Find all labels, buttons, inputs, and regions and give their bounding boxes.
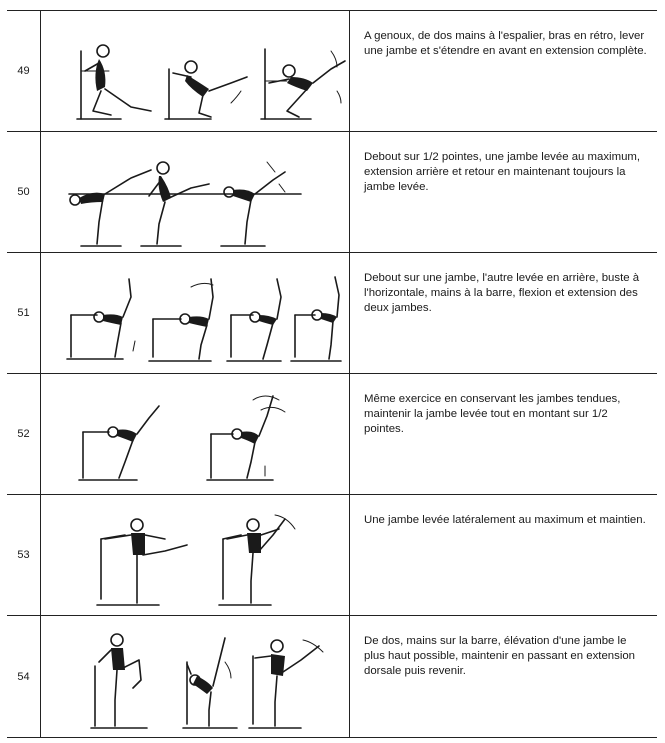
gymnast-figure: [79, 406, 159, 480]
exercise-illustration: [40, 616, 350, 737]
gymnast-figure: [221, 162, 285, 246]
gymnast-figure: [141, 162, 209, 246]
exercise-illustration: [40, 374, 350, 494]
gymnast-figure: [291, 277, 341, 361]
exercise-number: 51: [17, 307, 30, 319]
exercise-row-50: [7, 132, 657, 253]
exercise-number: 53: [17, 549, 30, 561]
exercise-description: A genoux, de dos mains à l'espalier, bras en rétro, lever une jambe et s'étendre en avant en extension complète.: [364, 30, 647, 57]
gymnast-figure: [70, 170, 151, 246]
exercise-number: 50: [17, 186, 30, 198]
exercise-number: 49: [17, 65, 30, 77]
exercise-table: [7, 10, 657, 738]
gymnast-figure: [165, 61, 247, 119]
gymnast-figure: [91, 634, 147, 728]
exercise-description: Debout sur une jambe, l'autre levée en arrière, buste à l'horizontale, mains à la barre, flexion et extension des deux jambes.: [364, 272, 640, 314]
exercise-row-49: [7, 11, 657, 132]
exercise-description: De dos, mains sur la barre, élévation d'une jambe le plus haut possible, maintenir en passant en extension dorsale puis revenir.: [364, 635, 636, 677]
exercise-row-54: [7, 616, 657, 737]
gymnast-figure: [227, 279, 281, 361]
exercise-illustration: [40, 132, 350, 252]
gymnast-figure: [77, 45, 151, 119]
exercise-row-51: [7, 253, 657, 374]
exercise-number: 52: [17, 428, 30, 440]
gymnast-figure: [261, 49, 345, 119]
gymnast-figure: [67, 279, 135, 359]
exercise-number: 54: [17, 670, 30, 683]
gymnast-figure: [97, 519, 187, 605]
exercise-description: Debout sur 1/2 pointes, une jambe levée au maximum, extension arrière et retour en maintenant toujours la jambe levée.: [364, 151, 641, 193]
gymnast-figure: [149, 279, 213, 361]
exercise-description: Même exercice en conservant les jambes tendues, maintenir la jambe levée tout en montant sur 1/2 pointes.: [364, 393, 621, 435]
exercise-illustration: [40, 495, 350, 615]
gymnast-figure: [207, 396, 285, 480]
exercise-description: Une jambe levée latéralement au maximum et maintien.: [364, 514, 646, 526]
gymnast-figure: [183, 638, 237, 728]
exercise-illustration: [40, 11, 350, 131]
exercise-row-52: [7, 374, 657, 495]
exercise-illustration: [40, 253, 350, 373]
gymnast-figure: [219, 515, 295, 605]
gymnast-figure: [249, 640, 323, 728]
exercise-row-53: [7, 495, 657, 616]
